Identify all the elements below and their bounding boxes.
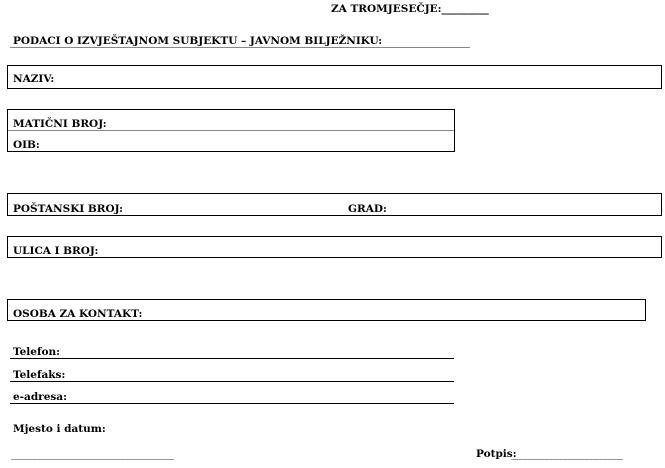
quarter-label-text: ZA TROMJESEČJE: <box>331 3 442 15</box>
postanski-broj-label: POŠTANSKI BROJ: <box>13 203 124 215</box>
quarter-label <box>331 3 489 15</box>
ulica-i-broj-label: ULICA I BROJ: <box>13 245 99 257</box>
naziv-label: NAZIV: <box>13 73 55 85</box>
grad-label: GRAD: <box>348 203 387 215</box>
potpis-label: Potpis: <box>476 448 517 460</box>
telefon-label: Telefon: <box>13 346 60 358</box>
e-adresa-label: e-adresa: <box>13 391 67 403</box>
ulica-box[interactable] <box>7 236 662 258</box>
mjesto-i-datum-label: Mjesto i datum: <box>13 423 106 435</box>
potpis-line[interactable]: _________________________ <box>511 448 623 460</box>
telefon-line[interactable] <box>10 358 454 359</box>
telefaks-line[interactable] <box>10 381 454 382</box>
oib-label: OIB: <box>13 139 40 151</box>
osoba-za-kontakt-label: OSOBA ZA KONTAKT: <box>13 308 143 320</box>
naziv-box[interactable] <box>7 65 662 89</box>
e-adresa-line[interactable] <box>10 403 454 404</box>
quarter-blank[interactable]: _________ <box>441 3 489 15</box>
maticni-divider <box>8 130 454 131</box>
section-title: PODACI O IZVJEŠTAJNOM SUBJEKTU – JAVNOM BILJEŽNIKU: <box>13 35 383 47</box>
mjesto-line[interactable]: ___________________________________ <box>11 448 174 460</box>
telefaks-label: Telefaks: <box>13 369 66 381</box>
section-title-underline <box>10 47 470 48</box>
maticni-broj-label: MATIČNI BROJ: <box>13 118 107 130</box>
